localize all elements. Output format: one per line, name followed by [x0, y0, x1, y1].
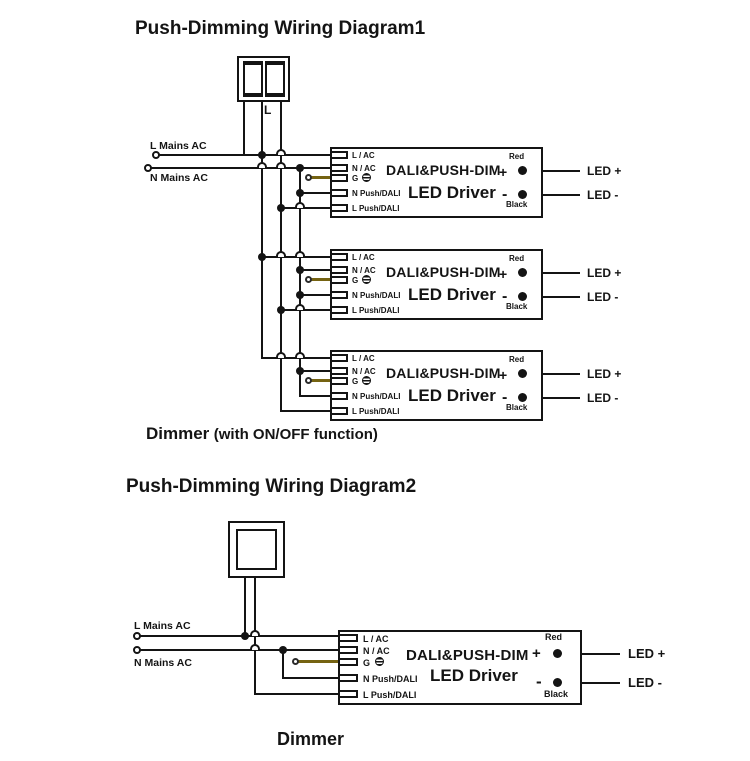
d4-led-minus-label: LED -: [628, 675, 662, 690]
d3-minus-terminal: [518, 393, 527, 402]
d1-earth-icon: [362, 173, 371, 182]
d1-terminal-label-g: G: [352, 174, 359, 183]
d1-led-plus-label: LED +: [587, 164, 622, 178]
junction-dot: [277, 204, 285, 212]
junction-dot: [296, 266, 304, 274]
d3-terminal-npush: [330, 392, 348, 400]
d3-ground-open-terminal: [305, 377, 312, 384]
d2-terminal-lac: [330, 253, 348, 261]
d4-terminal-g: [338, 658, 358, 666]
diagram1-caption: [146, 424, 378, 444]
d1-minus-terminal: [518, 190, 527, 199]
d4-terminal-label-npush: N Push/DALI: [363, 674, 418, 684]
d3-led-minus-label: LED -: [587, 391, 619, 405]
d1-lpush-branch: [280, 207, 332, 209]
l-trunk-wire: [261, 100, 263, 358]
d1-red-label: Red: [509, 152, 525, 161]
d2-terminal-label-lac: L / AC: [352, 253, 375, 262]
d1-ground-lead: [311, 176, 332, 179]
d4-minus-terminal: [553, 678, 562, 687]
d1-terminal-lac: [330, 151, 348, 159]
d4-minus-sign: -: [536, 672, 542, 691]
d3-terminal-lac: [330, 354, 348, 362]
d4-driver-name1: DALI&PUSH-DIM: [406, 647, 529, 664]
junction-dot: [241, 632, 249, 640]
d4-ground-open-terminal: [292, 658, 299, 665]
d3-lpush-branch: [280, 410, 332, 412]
d2-driver-name2: LED Driver: [408, 285, 496, 304]
d4-led-plus-label: LED +: [628, 646, 666, 661]
d4-l-mains-label: L Mains AC: [134, 620, 191, 632]
d2-terminal-g: [330, 276, 348, 284]
junction-dot: [296, 367, 304, 375]
dimmer1-leg-l-tap: [243, 100, 245, 155]
d4-terminal-label-g: G: [363, 658, 371, 668]
d4-terminal-npush: [338, 674, 358, 682]
d2-terminal-label-npush: N Push/DALI: [352, 291, 401, 300]
junction-dot: [258, 253, 266, 261]
d2-led-minus-label: LED -: [587, 290, 619, 304]
n-mains-wire: [151, 167, 332, 169]
d1-minus-sign: -: [502, 186, 508, 203]
diagram1-caption-suffix: (with ON/OFF function): [213, 426, 378, 443]
d1-driver-name2: LED Driver: [408, 183, 496, 202]
d3-npush-branch: [299, 395, 332, 397]
d4-terminal-label-nac: N / AC: [363, 646, 390, 656]
d4-red-label: Red: [545, 632, 563, 642]
dimmer2-leg-l-tap: [244, 576, 246, 637]
d4-terminal-lpush: [338, 690, 358, 698]
d1-plus-terminal: [518, 166, 527, 175]
dimmer1-button-left: [243, 61, 263, 97]
l-mains-wire: [159, 154, 332, 156]
wire-hop: [276, 251, 286, 257]
d2-terminal-npush: [330, 291, 348, 299]
d4-plus-terminal: [553, 649, 562, 658]
d4-black-label: Black: [544, 689, 569, 699]
d4-n-mains-wire: [140, 649, 340, 651]
d3-terminal-label-lpush: L Push/DALI: [352, 407, 400, 416]
dimmer1-l-wire-label: L: [264, 103, 272, 117]
d4-npush-branch: [282, 677, 340, 679]
d4-lpush-branch: [254, 693, 340, 695]
d2-terminal-nac: [330, 266, 348, 274]
d2-terminal-label-g: G: [352, 276, 359, 285]
junction-dot: [277, 306, 285, 314]
d4-earth-icon: [375, 657, 384, 666]
d1-black-label: Black: [506, 200, 528, 209]
d3-plus-sign: +: [499, 367, 508, 383]
d2-minus-terminal: [518, 292, 527, 301]
d3-terminal-lpush: [330, 407, 348, 415]
d4-n-mains-label: N Mains AC: [134, 657, 192, 669]
diagram1-caption-main: Dimmer: [146, 424, 210, 443]
d3-terminal-nac: [330, 367, 348, 375]
dimmer2-button: [236, 529, 277, 570]
d1-plus-sign: +: [499, 164, 508, 180]
junction-dot: [296, 291, 304, 299]
diagram1-title: Push-Dimming Wiring Diagram1: [135, 18, 426, 39]
d3-driver-name1: DALI&PUSH-DIM: [386, 365, 501, 381]
wire-hop: [257, 162, 267, 168]
d2-black-label: Black: [506, 302, 528, 311]
d4-l-mains-terminal: [133, 632, 141, 640]
d2-ground-open-terminal: [305, 276, 312, 283]
d1-led-minus-label: LED -: [587, 188, 619, 202]
d4-terminal-nac: [338, 646, 358, 654]
d1-l-mains-label: L Mains AC: [150, 140, 207, 152]
d3-earth-icon: [362, 376, 371, 385]
wire-hop: [250, 644, 260, 650]
d1-terminal-g: [330, 174, 348, 182]
d3-plus-terminal: [518, 369, 527, 378]
d1-terminal-label-lpush: L Push/DALI: [352, 204, 400, 213]
wire-hop: [295, 304, 305, 310]
d4-driver-name2: LED Driver: [430, 666, 518, 685]
d2-terminal-label-lpush: L Push/DALI: [352, 306, 400, 315]
d2-terminal-lpush: [330, 306, 348, 314]
dimmer1-button-right: [265, 61, 285, 97]
wire-hop: [295, 202, 305, 208]
diagram2-caption: Dimmer: [277, 729, 345, 749]
d2-plus-sign: +: [499, 266, 508, 282]
d4-terminal-label-lpush: L Push/DALI: [363, 690, 417, 700]
d4-plus-sign: +: [532, 645, 541, 662]
d1-terminal-lpush: [330, 204, 348, 212]
d3-terminal-g: [330, 377, 348, 385]
d4-terminal-label-lac: L / AC: [363, 634, 389, 644]
junction-dot: [296, 164, 304, 172]
d3-terminal-label-g: G: [352, 377, 359, 386]
d3-terminal-label-lac: L / AC: [352, 354, 375, 363]
d1-terminal-nac: [330, 164, 348, 172]
junction-dot: [279, 646, 287, 654]
wire-hop: [276, 149, 286, 155]
d2-earth-icon: [362, 275, 371, 284]
d4-terminal-lac: [338, 634, 358, 642]
d4-n-mains-terminal: [133, 646, 141, 654]
d1-terminal-npush: [330, 189, 348, 197]
d3-terminal-label-nac: N / AC: [352, 367, 376, 376]
d3-red-label: Red: [509, 355, 525, 364]
d3-ground-lead: [311, 379, 332, 382]
d2-red-label: Red: [509, 254, 525, 263]
d1-driver-name1: DALI&PUSH-DIM: [386, 162, 501, 178]
d3-black-label: Black: [506, 403, 528, 412]
d3-led-plus-label: LED +: [587, 367, 622, 381]
wire-hop: [295, 352, 305, 358]
junction-dot: [258, 151, 266, 159]
d2-driver-name1: DALI&PUSH-DIM: [386, 264, 501, 280]
d3-terminal-label-npush: N Push/DALI: [352, 392, 401, 401]
d1-n-mains-label: N Mains AC: [150, 172, 208, 184]
d2-led-plus-label: LED +: [587, 266, 622, 280]
wire-hop: [276, 162, 286, 168]
d2-minus-sign: -: [502, 288, 508, 305]
d1-terminal-label-npush: N Push/DALI: [352, 189, 401, 198]
d1-terminal-label-nac: N / AC: [352, 164, 376, 173]
d1-terminal-label-lac: L / AC: [352, 151, 375, 160]
d2-lpush-branch: [280, 309, 332, 311]
wire-hop: [250, 630, 260, 636]
d2-ground-lead: [311, 278, 332, 281]
d4-l-mains-wire: [140, 635, 340, 637]
d1-l-mains-terminal: [152, 151, 160, 159]
junction-dot: [296, 189, 304, 197]
wire-hop: [276, 352, 286, 358]
d2-terminal-label-nac: N / AC: [352, 266, 376, 275]
d4-ground-lead: [298, 660, 340, 663]
wire-hop: [295, 251, 305, 257]
d2-plus-terminal: [518, 268, 527, 277]
d1-n-mains-terminal: [144, 164, 152, 172]
d1-ground-open-terminal: [305, 174, 312, 181]
d3-minus-sign: -: [502, 389, 508, 406]
diagram2-title: Push-Dimming Wiring Diagram2: [126, 476, 417, 497]
d3-driver-name2: LED Driver: [408, 386, 496, 405]
